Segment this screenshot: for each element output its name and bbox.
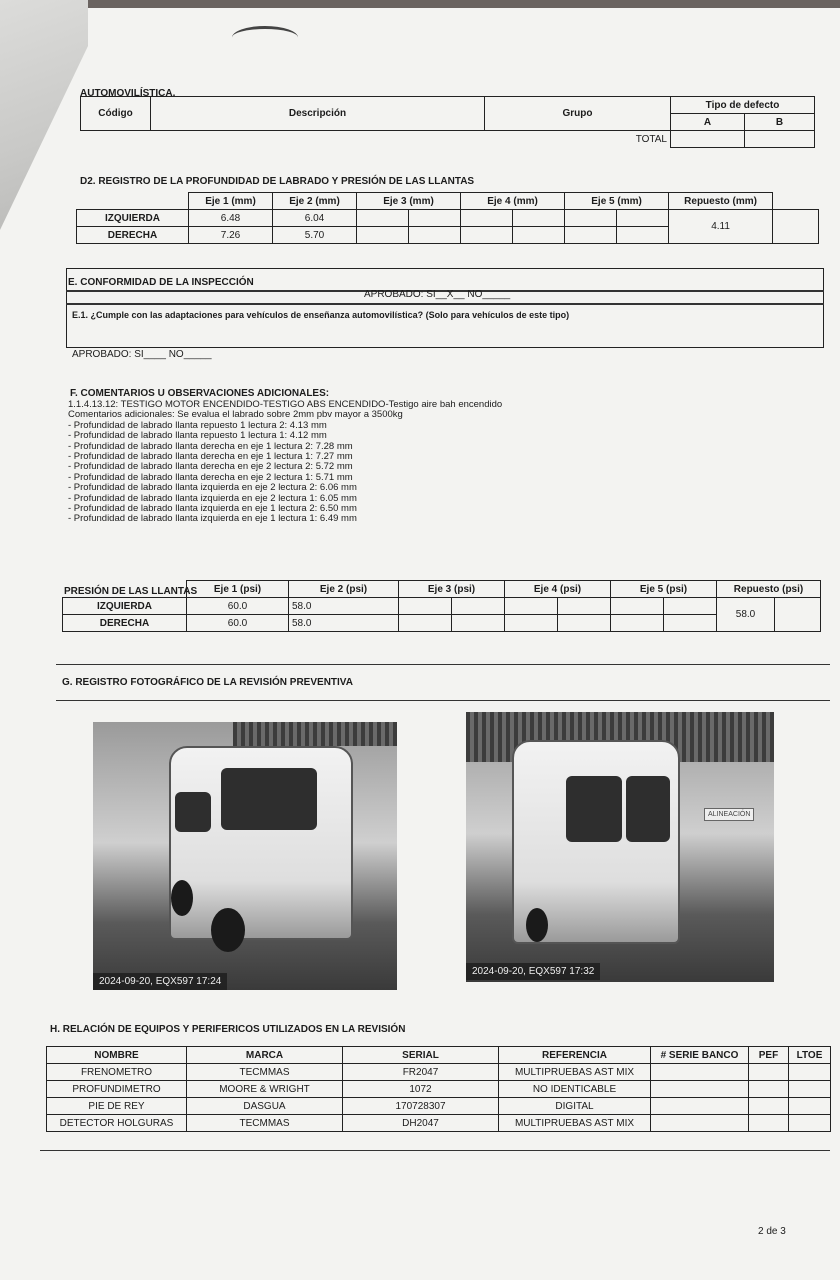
- equip-brand: TECMMAS: [187, 1064, 343, 1081]
- p-cell: [611, 598, 664, 615]
- equip-name: DETECTOR HOLGURAS: [47, 1115, 187, 1132]
- equip-cell: [749, 1115, 789, 1132]
- e1-question: E.1. ¿Cumple con las adaptaciones para vehículos de enseñanza automovilística? (Solo para vehículos de este tipo): [72, 310, 570, 320]
- alignment-sign: ALINEACIÓN: [704, 808, 754, 821]
- d2-header-eje4: Eje 4 (mm): [461, 193, 565, 210]
- p-cell: [399, 615, 452, 632]
- p-cell: [558, 615, 611, 632]
- comment-line: - Profundidad de labrado llanta derecha en eje 1 lectura 1: 7.27 mm: [68, 451, 353, 463]
- d2-cell: 6.04: [273, 210, 357, 227]
- d2-header-eje1: Eje 1 (mm): [189, 193, 273, 210]
- p-cell: 58.0: [289, 615, 399, 632]
- equip-cell: [651, 1064, 749, 1081]
- comment-line: - Profundidad de labrado llanta izquierda en eje 2 lectura 1: 6.05 mm: [68, 492, 357, 504]
- section-auto-title: AUTOMOVILÍSTICA.: [80, 88, 176, 99]
- d2-cell: [461, 210, 513, 227]
- tipo-a: A: [671, 114, 745, 131]
- grupo-header: Grupo: [485, 97, 671, 131]
- total-a: [671, 131, 745, 148]
- rear-window: [626, 776, 670, 842]
- d2-row-label: DERECHA: [77, 227, 189, 244]
- equip-cell: [651, 1115, 749, 1132]
- wheel: [211, 908, 245, 952]
- equip-cell: [749, 1081, 789, 1098]
- divider: [56, 664, 830, 665]
- divider: [40, 1150, 830, 1151]
- equip-cell: [789, 1098, 831, 1115]
- p-cell: 58.0: [289, 598, 399, 615]
- photo1-timestamp: 2024-09-20, EQX597 17:24: [93, 973, 227, 990]
- h-header-marca: MARCA: [187, 1047, 343, 1064]
- d2-cell: [773, 210, 819, 244]
- equip-serial: 170728307: [343, 1098, 499, 1115]
- equip-ref: NO IDENTICABLE: [499, 1081, 651, 1098]
- photo-front-van: [93, 722, 397, 990]
- comment-line: - Profundidad de labrado llanta derecha en eje 2 lectura 2: 5.72 mm: [68, 461, 353, 473]
- d2-header-repuesto: Repuesto (mm): [669, 193, 773, 210]
- p-repuesto-value: 58.0: [717, 598, 775, 632]
- wheel: [526, 908, 548, 942]
- p-header-eje2: Eje 2 (psi): [289, 581, 399, 598]
- d2-cell: 6.48: [189, 210, 273, 227]
- p-cell: [452, 598, 505, 615]
- wheel: [171, 880, 193, 916]
- section-h-title: H. RELACIÓN DE EQUIPOS Y PERIFERICOS UTILIZADOS EN LA REVISIÓN: [50, 1024, 406, 1035]
- p-cell: [399, 598, 452, 615]
- h-header-pef: PEF: [749, 1047, 789, 1064]
- equip-ref: DIGITAL: [499, 1098, 651, 1115]
- p-cell: 60.0: [187, 615, 289, 632]
- comment-line: - Profundidad de labrado llanta izquierda en eje 2 lectura 2: 6.06 mm: [68, 482, 357, 494]
- d2-cell: 5.70: [273, 227, 357, 244]
- defect-table: [80, 96, 815, 148]
- d2-header-eje3: Eje 3 (mm): [357, 193, 461, 210]
- d2-cell: [617, 210, 669, 227]
- tire-pressure-table: [62, 580, 821, 632]
- d2-header-eje2: Eje 2 (mm): [273, 193, 357, 210]
- p-cell: [452, 615, 505, 632]
- h-header-serie-banco: # SERIE BANCO: [651, 1047, 749, 1064]
- p-row-label: DERECHA: [63, 615, 187, 632]
- comment-line: - Profundidad de labrado llanta derecha en eje 1 lectura 2: 7.28 mm: [68, 440, 353, 452]
- binder-hole: [232, 26, 298, 49]
- p-cell: [611, 615, 664, 632]
- equipment-table: [46, 1046, 831, 1132]
- equip-serial: 1072: [343, 1081, 499, 1098]
- d2-header-eje5: Eje 5 (mm): [565, 193, 669, 210]
- corner-cell: [77, 193, 189, 210]
- equip-name: PROFUNDIMETRO: [47, 1081, 187, 1098]
- corner-cell: [63, 581, 187, 598]
- equip-serial: DH2047: [343, 1115, 499, 1132]
- equip-cell: [789, 1081, 831, 1098]
- section-f-title: F. COMENTARIOS U OBSERVACIONES ADICIONALES:: [70, 388, 330, 399]
- comment-line: - Profundidad de labrado llanta repuesto 1 lectura 2: 4.13 mm: [68, 419, 327, 431]
- equip-cell: [651, 1098, 749, 1115]
- equip-brand: TECMMAS: [187, 1115, 343, 1132]
- table-row: [47, 1098, 831, 1115]
- h-header-referencia: REFERENCIA: [499, 1047, 651, 1064]
- photo-rear-van: [466, 712, 774, 982]
- d2-row-label: IZQUIERDA: [77, 210, 189, 227]
- table-row: [47, 1081, 831, 1098]
- divider: [56, 700, 830, 701]
- equip-ref: MULTIPRUEBAS AST MIX: [499, 1115, 651, 1132]
- equip-name: PIE DE REY: [47, 1098, 187, 1115]
- d2-cell: [357, 210, 409, 227]
- photo2-timestamp: 2024-09-20, EQX597 17:32: [466, 963, 600, 980]
- p-header-eje1: Eje 1 (psi): [187, 581, 289, 598]
- p-header-repuesto: Repuesto (psi): [717, 581, 821, 598]
- comments-block: [68, 400, 628, 525]
- section-e-title: E. CONFORMIDAD DE LA INSPECCIÓN: [68, 277, 254, 288]
- table-row: [47, 1064, 831, 1081]
- p-cell: [505, 598, 558, 615]
- aprobado-e1-line: APROBADO: SI____ NO_____: [72, 349, 212, 360]
- page-number: 2 de 3: [758, 1226, 786, 1237]
- d2-cell: [357, 227, 409, 244]
- d2-cell: [513, 227, 565, 244]
- equip-cell: [789, 1064, 831, 1081]
- p-header-eje4: Eje 4 (psi): [505, 581, 611, 598]
- p-cell: [664, 615, 717, 632]
- d2-cell: [409, 210, 461, 227]
- comment-line: - Profundidad de labrado llanta repuesto 1 lectura 1: 4.12 mm: [68, 430, 327, 442]
- equip-cell: [749, 1064, 789, 1081]
- d2-cell: [409, 227, 461, 244]
- equip-ref: MULTIPRUEBAS AST MIX: [499, 1064, 651, 1081]
- equip-serial: FR2047: [343, 1064, 499, 1081]
- h-header-ltoe: LTOE: [789, 1047, 831, 1064]
- d2-cell: [617, 227, 669, 244]
- tipo-b: B: [745, 114, 815, 131]
- total-b: [745, 131, 815, 148]
- h-header-serial: SERIAL: [343, 1047, 499, 1064]
- background-edge: [88, 0, 840, 8]
- equip-cell: [651, 1081, 749, 1098]
- d2-cell: [461, 227, 513, 244]
- comment-line: - Profundidad de labrado llanta derecha en eje 2 lectura 1: 5.71 mm: [68, 471, 353, 483]
- section-g-title: G. REGISTRO FOTOGRÁFICO DE LA REVISIÓN PREVENTIVA: [62, 677, 353, 688]
- rear-window: [566, 776, 622, 842]
- windshield: [221, 768, 317, 830]
- equip-brand: MOORE & WRIGHT: [187, 1081, 343, 1098]
- p-cell: [558, 598, 611, 615]
- p-cell: [664, 598, 717, 615]
- previous-page-fold: [0, 0, 88, 230]
- blank-cell: [773, 193, 819, 210]
- d2-cell: [513, 210, 565, 227]
- ceiling: [233, 722, 397, 746]
- aprobado-line: APROBADO: SI__X__ NO_____: [364, 289, 511, 300]
- divider: [66, 303, 824, 305]
- p-header-eje5: Eje 5 (psi): [611, 581, 717, 598]
- comment-line: Comentarios adicionales: Se evalua el labrado sobre 2mm pbv mayor a 3500kg: [68, 409, 403, 421]
- comment-line: - Profundidad de labrado llanta izquierda en eje 1 lectura 2: 6.50 mm: [68, 503, 357, 515]
- total-label: TOTAL: [635, 133, 667, 145]
- equip-cell: [749, 1098, 789, 1115]
- equip-cell: [789, 1115, 831, 1132]
- section-d2-title: D2. REGISTRO DE LA PROFUNDIDAD DE LABRADO Y PRESIÓN DE LAS LLANTAS: [80, 176, 475, 187]
- p-cell: 60.0: [187, 598, 289, 615]
- side-window: [175, 792, 211, 832]
- p-cell: [775, 598, 821, 632]
- d2-cell: [565, 210, 617, 227]
- d2-cell: 7.26: [189, 227, 273, 244]
- p-row-label: IZQUIERDA: [63, 598, 187, 615]
- tipo-defecto-header: Tipo de defecto: [671, 97, 815, 114]
- h-header-nombre: NOMBRE: [47, 1047, 187, 1064]
- p-cell: [505, 615, 558, 632]
- equip-brand: DASGUA: [187, 1098, 343, 1115]
- d2-repuesto-value: 4.11: [669, 210, 773, 244]
- descripcion-header: Descripción: [151, 97, 485, 131]
- d2-cell: [565, 227, 617, 244]
- tread-depth-table: [76, 192, 819, 244]
- comment-line: - Profundidad de labrado llanta izquierda en eje 1 lectura 1: 6.49 mm: [68, 513, 357, 525]
- codigo-header: Código: [81, 97, 151, 131]
- section-pressure-title: PRESIÓN DE LAS LLANTAS: [64, 586, 198, 597]
- table-row: [47, 1115, 831, 1132]
- equip-name: FRENOMETRO: [47, 1064, 187, 1081]
- comment-line: 1.1.4.13.12: TESTIGO MOTOR ENCENDIDO-TESTIGO ABS ENCENDIDO-Testigo aire bah encendido: [68, 399, 503, 410]
- p-header-eje3: Eje 3 (psi): [399, 581, 505, 598]
